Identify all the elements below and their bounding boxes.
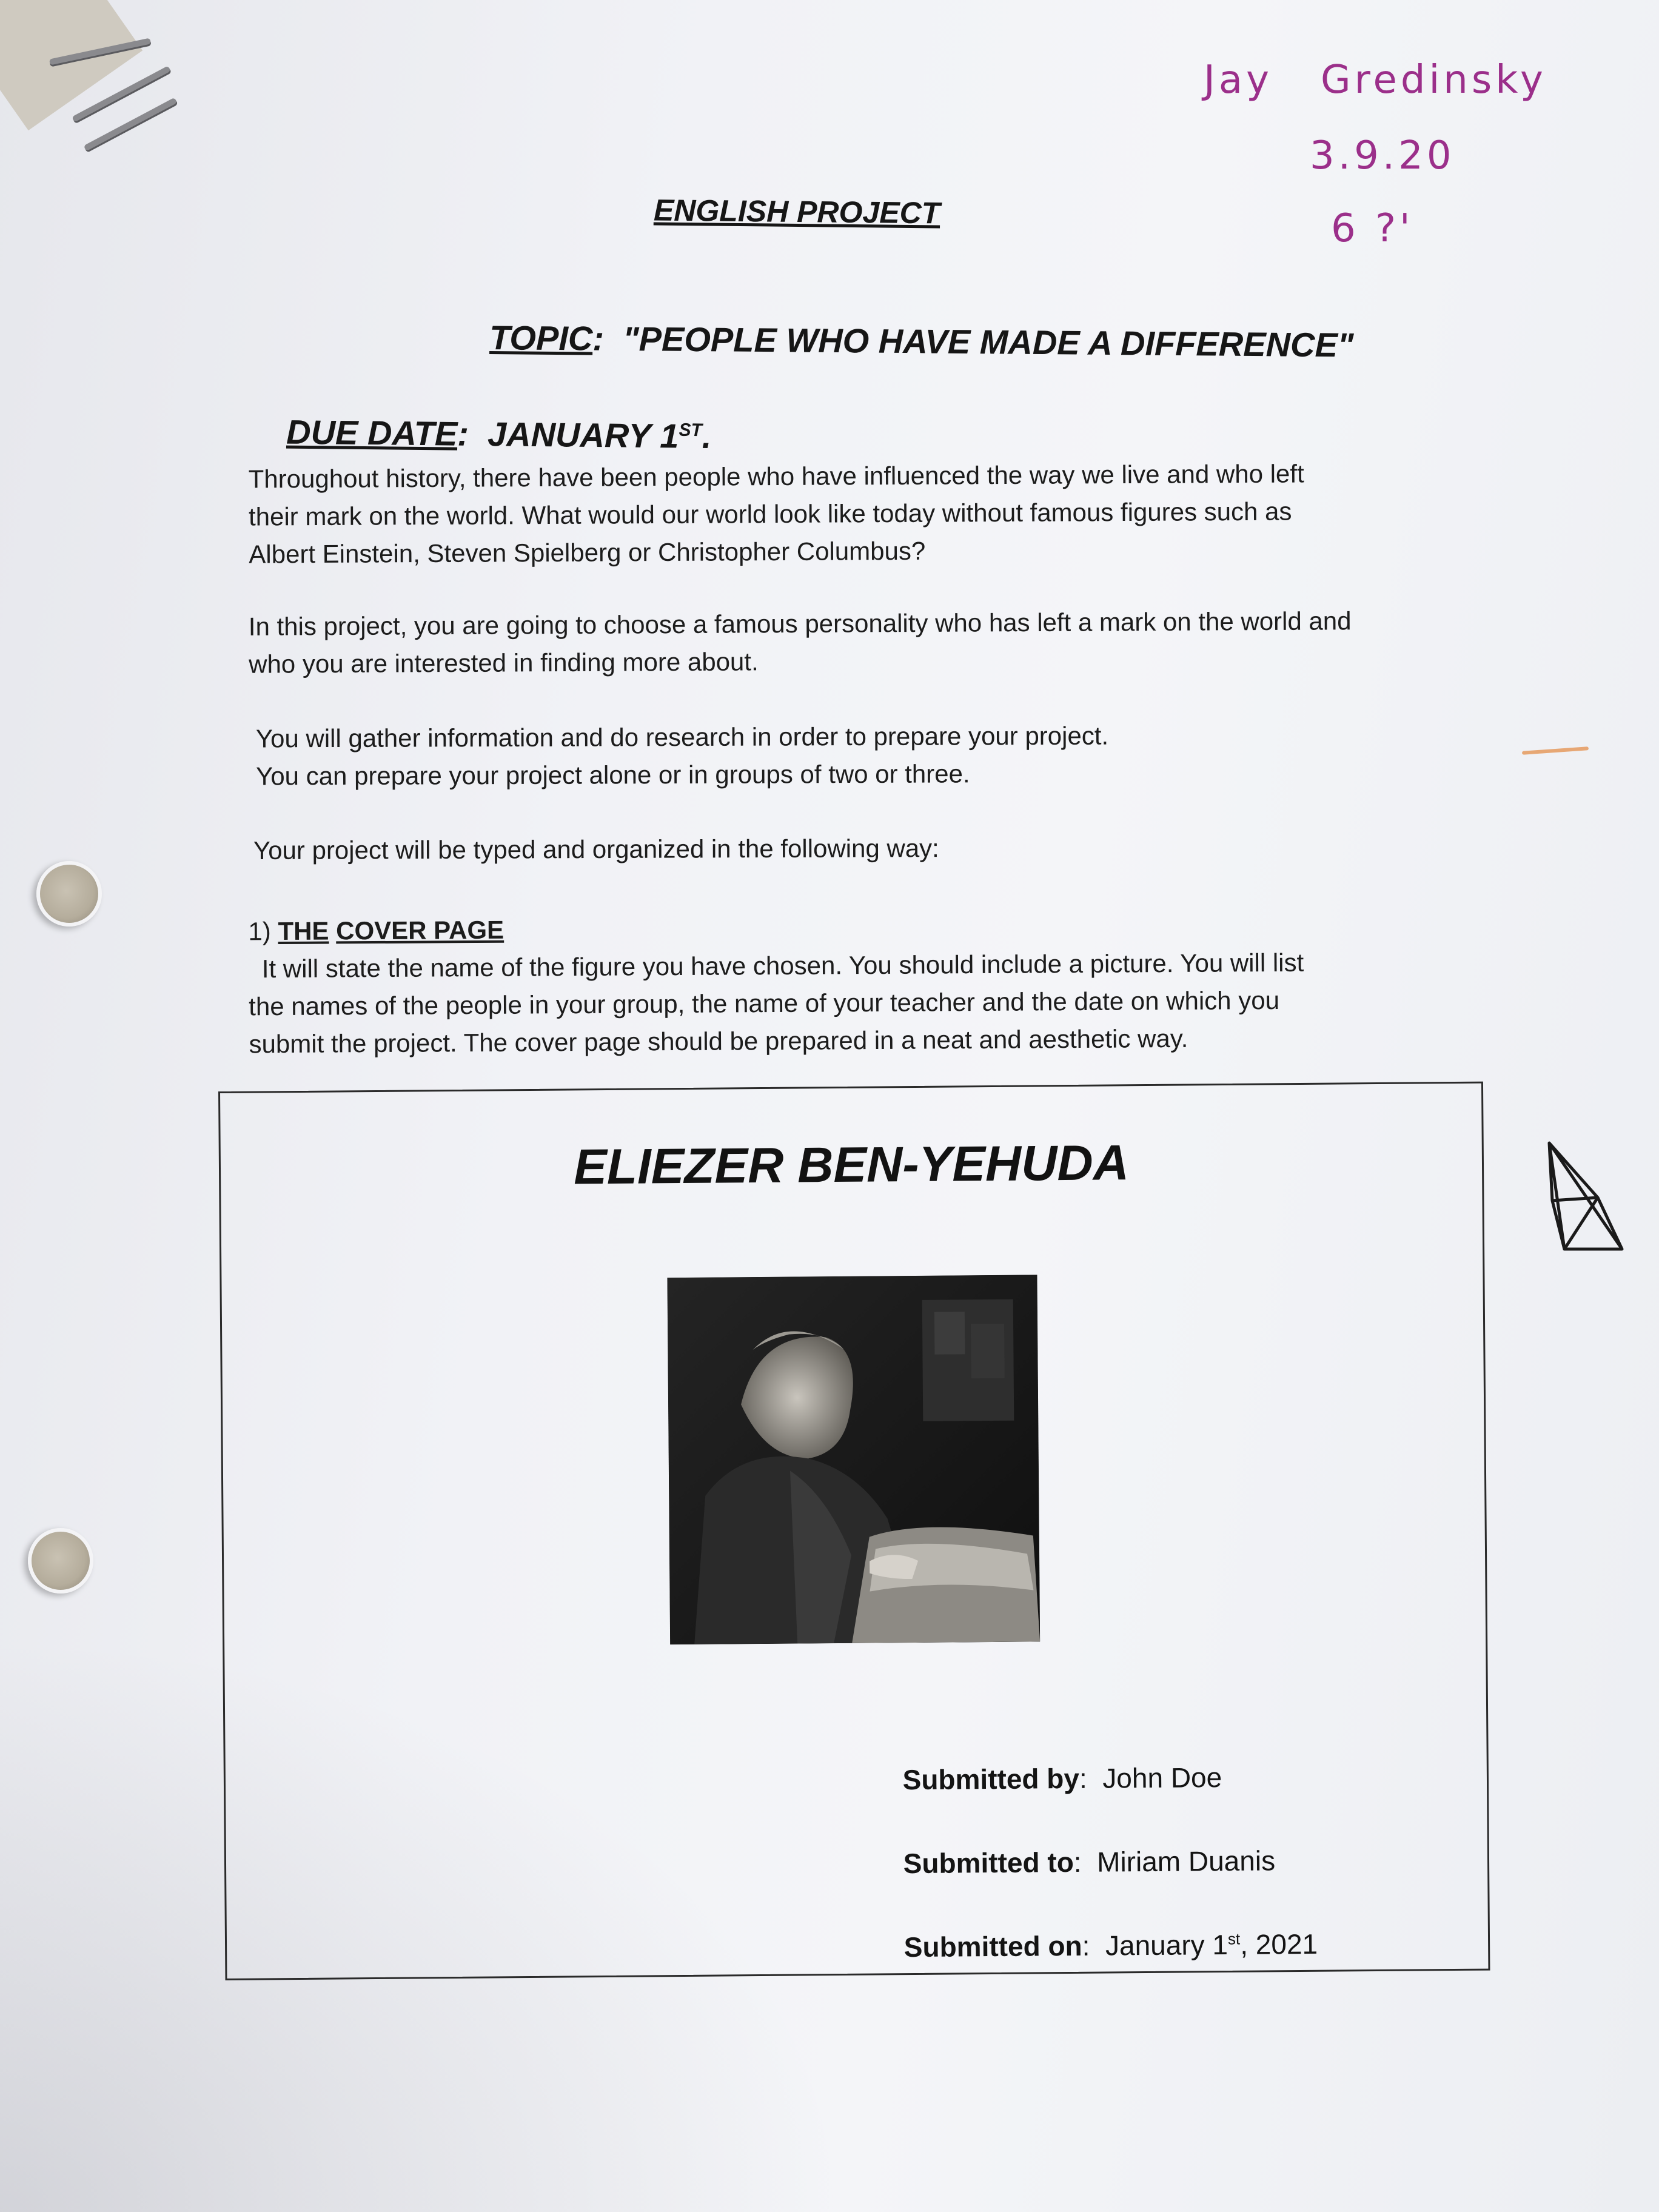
paragraph-organization [253,830,939,870]
text-line: their mark on the world. What would our world look like today without famous figures such as [248,497,1292,531]
pen-mark [1522,746,1589,755]
submitted-on-end: , 2021 [1240,1928,1318,1960]
punch-hole-icon [36,861,102,927]
text-line: who you are interested in finding more about. [249,647,759,679]
section-title-a: THE [278,916,329,946]
text-line: It will state the name of the figure you have chosen. You should include a picture. You will list [261,948,1304,984]
submitted-to-value: : Miriam Duanis [1073,1845,1276,1878]
due-date-suffix: ST [679,420,703,441]
due-date-label: DUE DATE [286,412,458,453]
due-date-value: : JANUARY 1 [457,414,679,455]
paragraph-project [249,602,1352,683]
section-cover-page [248,907,1304,1064]
handwritten-class: 6 ?' [1331,206,1414,251]
text-line: In this project, you are going to choose a famous personality who has left a mark on the world and [248,606,1352,641]
text-line: submit the project. The cover page should be prepared in a neat and aesthetic way. [249,1024,1188,1059]
text-line: You can prepare your project alone or in groups of two or three. [256,759,970,791]
handwritten-name: Jay Gredinsky [1204,58,1547,102]
submitted-on-value: : January 1 [1082,1928,1228,1962]
section-title-b: COVER PAGE [336,915,504,945]
text-line: the names of the people in your group, the name of your teacher and the date on which you [249,985,1280,1021]
text-line: Throughout history, there have been people who have influenced the way we live and who left [248,459,1304,494]
cover-title: ELIEZER BEN-YEHUDA [573,1135,1130,1195]
submitted-on-row [857,1895,1318,1997]
due-date-end: . [702,417,712,455]
text-line: Your project will be typed and organized in the following way: [253,834,939,865]
paper-corner [0,0,142,130]
punch-hole-icon [28,1528,93,1594]
topic-value: : "PEOPLE WHO HAVE MADE A DIFFERENCE" [592,319,1354,364]
pyramid-doodle-icon [1540,1140,1637,1261]
submitted-on-suffix: st [1227,1929,1241,1948]
paragraph-research [256,717,1109,796]
portrait-photo-icon [667,1275,1040,1644]
section-heading [248,907,1304,951]
text-line: Albert Einstein, Steven Spielberg or Christopher Columbus? [249,536,926,569]
topic-label: TOPIC [489,318,593,358]
submitted-to-label: Submitted to [903,1846,1074,1880]
handwritten-date: 3.9.20 [1310,133,1455,178]
section-number: 1) [248,917,271,946]
submitted-by-value: : John Doe [1079,1761,1222,1794]
submitted-by-label: Submitted by [902,1762,1080,1796]
page-title: ENGLISH PROJECT [653,193,940,230]
paragraph-intro [249,455,1305,573]
portrait-image [667,1275,1040,1644]
text-line: You will gather information and do research in order to prepare your project. [255,721,1109,753]
submitted-on-label: Submitted on [903,1929,1082,1963]
cover-page-example [218,1082,1490,1980]
